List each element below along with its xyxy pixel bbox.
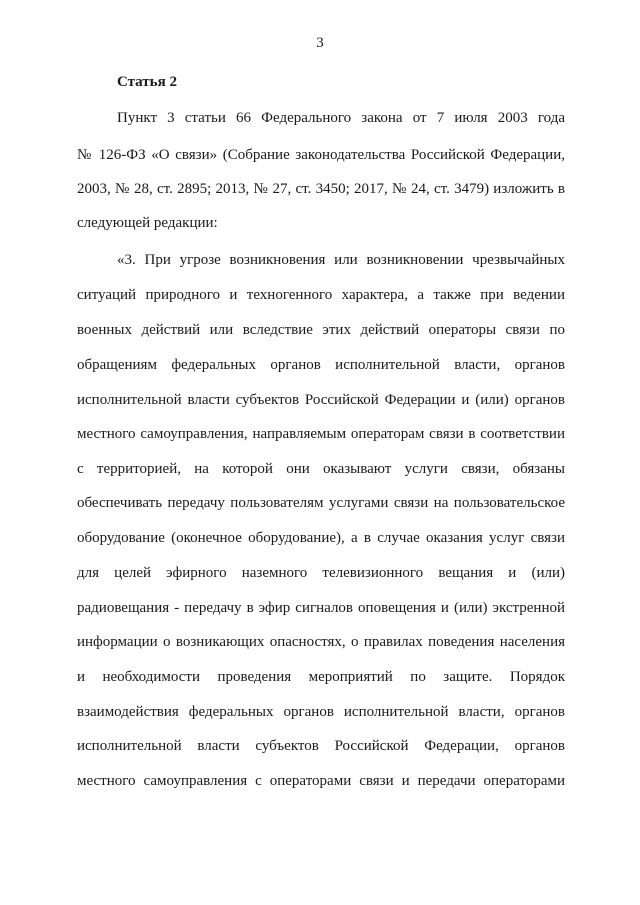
text-line: исполнительной власти субъектов Российской Федерации, органов bbox=[77, 738, 565, 754]
text-line: местного самоуправления с операторами связи и передачи операторами bbox=[77, 773, 565, 789]
text-line: информации о возникающих опасностях, о правилах поведения населения bbox=[77, 634, 565, 650]
article-heading: Статья 2 bbox=[117, 74, 177, 90]
text-line: Пункт 3 статьи 66 Федерального закона от 7 июля 2003 года bbox=[117, 110, 565, 126]
text-line: и необходимости проведения мероприятий по защите. Порядок bbox=[77, 669, 565, 685]
text-line: местного самоуправления, направляемым операторам связи в соответствии bbox=[77, 426, 565, 442]
text-line: обращениям федеральных органов исполнительной власти, органов bbox=[77, 357, 565, 373]
text-line: следующей редакции: bbox=[77, 215, 218, 231]
text-line: 2003, № 28, ст. 2895; 2013, № 27, ст. 3450; 2017, № 24, ст. 3479) изложить в bbox=[77, 181, 565, 197]
text-line: № 126-ФЗ «О связи» (Собрание законодательства Российской Федерации, bbox=[77, 147, 565, 163]
text-line: исполнительной власти субъектов Российской Федерации и (или) органов bbox=[77, 392, 565, 408]
page-number: 3 bbox=[316, 35, 324, 51]
text-line: обеспечивать передачу пользователям услугами связи на пользовательское bbox=[77, 495, 565, 511]
text-line: для целей эфирного наземного телевизионного вещания и (или) bbox=[77, 565, 565, 581]
text-line: взаимодействия федеральных органов исполнительной власти, органов bbox=[77, 704, 565, 720]
text-line: военных действий или вследствие этих действий операторы связи по bbox=[77, 322, 565, 338]
text-line: «3. При угрозе возникновения или возникновении чрезвычайных bbox=[117, 252, 565, 268]
text-line: радиовещания - передачу в эфир сигналов оповещения и (или) экстренной bbox=[77, 600, 565, 616]
text-line: с территорией, на которой они оказывают услуги связи, обязаны bbox=[77, 461, 565, 477]
text-line: оборудование (оконечное оборудование), а в случае оказания услуг связи bbox=[77, 530, 565, 546]
text-line: ситуаций природного и техногенного характера, а также при ведении bbox=[77, 287, 565, 303]
